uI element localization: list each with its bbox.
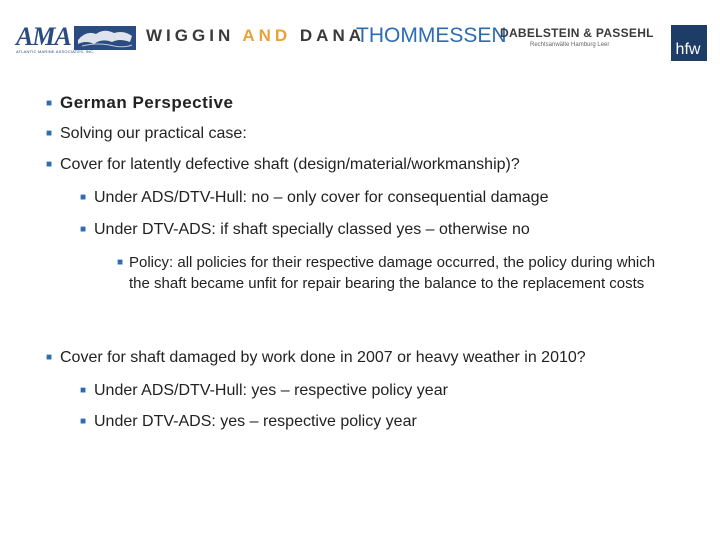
bullet-level2 [80,381,448,401]
ama-logo-tagline: ATLANTIC MARINE ASSOCIATES, INC. [16,49,95,54]
slide-heading: German Perspective [60,93,234,112]
dabelstein-logo-name: DABELSTEIN & PASSEHL [500,26,654,40]
bullet-text: Under DTV-ADS: if shaft specially classed yes – otherwise no [94,221,530,238]
square-bullet-icon: ■ [46,128,53,139]
bullet-text: Under ADS/DTV-Hull: yes – respective policy year [94,382,448,399]
bullet-level1 [46,124,247,144]
wiggin-logo-and: AND [242,26,292,45]
bullet-text: Cover for latently defective shaft (design/material/workmanship)? [60,156,520,173]
square-bullet-icon: ■ [46,159,53,170]
bullet-level2 [80,188,548,208]
wiggin-logo-word: WIGGIN [146,26,235,45]
ama-logo-letters: AMA [16,22,71,51]
bullet-text: Policy: all policies for their respective damage occurred, the policy during which the shaft became unfit for repair bearing the balance to the replacement costs [129,254,656,292]
hfw-logo: hfw [671,25,707,61]
bullet-level1 [46,348,586,368]
square-bullet-icon: ■ [80,416,87,427]
square-bullet-icon: ■ [46,98,53,109]
bullet-level3 [117,252,667,294]
bullet-level2 [80,220,530,240]
bullet-level1 [46,155,520,175]
square-bullet-icon: ■ [80,385,87,396]
square-bullet-icon: ■ [80,192,87,203]
bullet-text: Under ADS/DTV-Hull: no – only cover for consequential damage [94,189,549,206]
bullet-level2 [80,412,417,432]
square-bullet-icon: ■ [46,352,53,363]
bullet-text: Cover for shaft damaged by work done in 2007 or heavy weather in 2010? [60,349,586,366]
bullet-text: Solving our practical case: [60,125,247,142]
wiggin-logo-dana: DANA [299,26,365,45]
dabelstein-logo-tagline: Rechtsanwälte Hamburg Leer [530,42,610,48]
square-bullet-icon: ■ [80,224,87,235]
bullet-heading [46,93,233,114]
square-bullet-icon: ■ [117,257,124,268]
thommessen-logo: THOMMESSEN [356,24,507,47]
bullet-text: Under DTV-ADS: yes – respective policy year [94,413,417,430]
